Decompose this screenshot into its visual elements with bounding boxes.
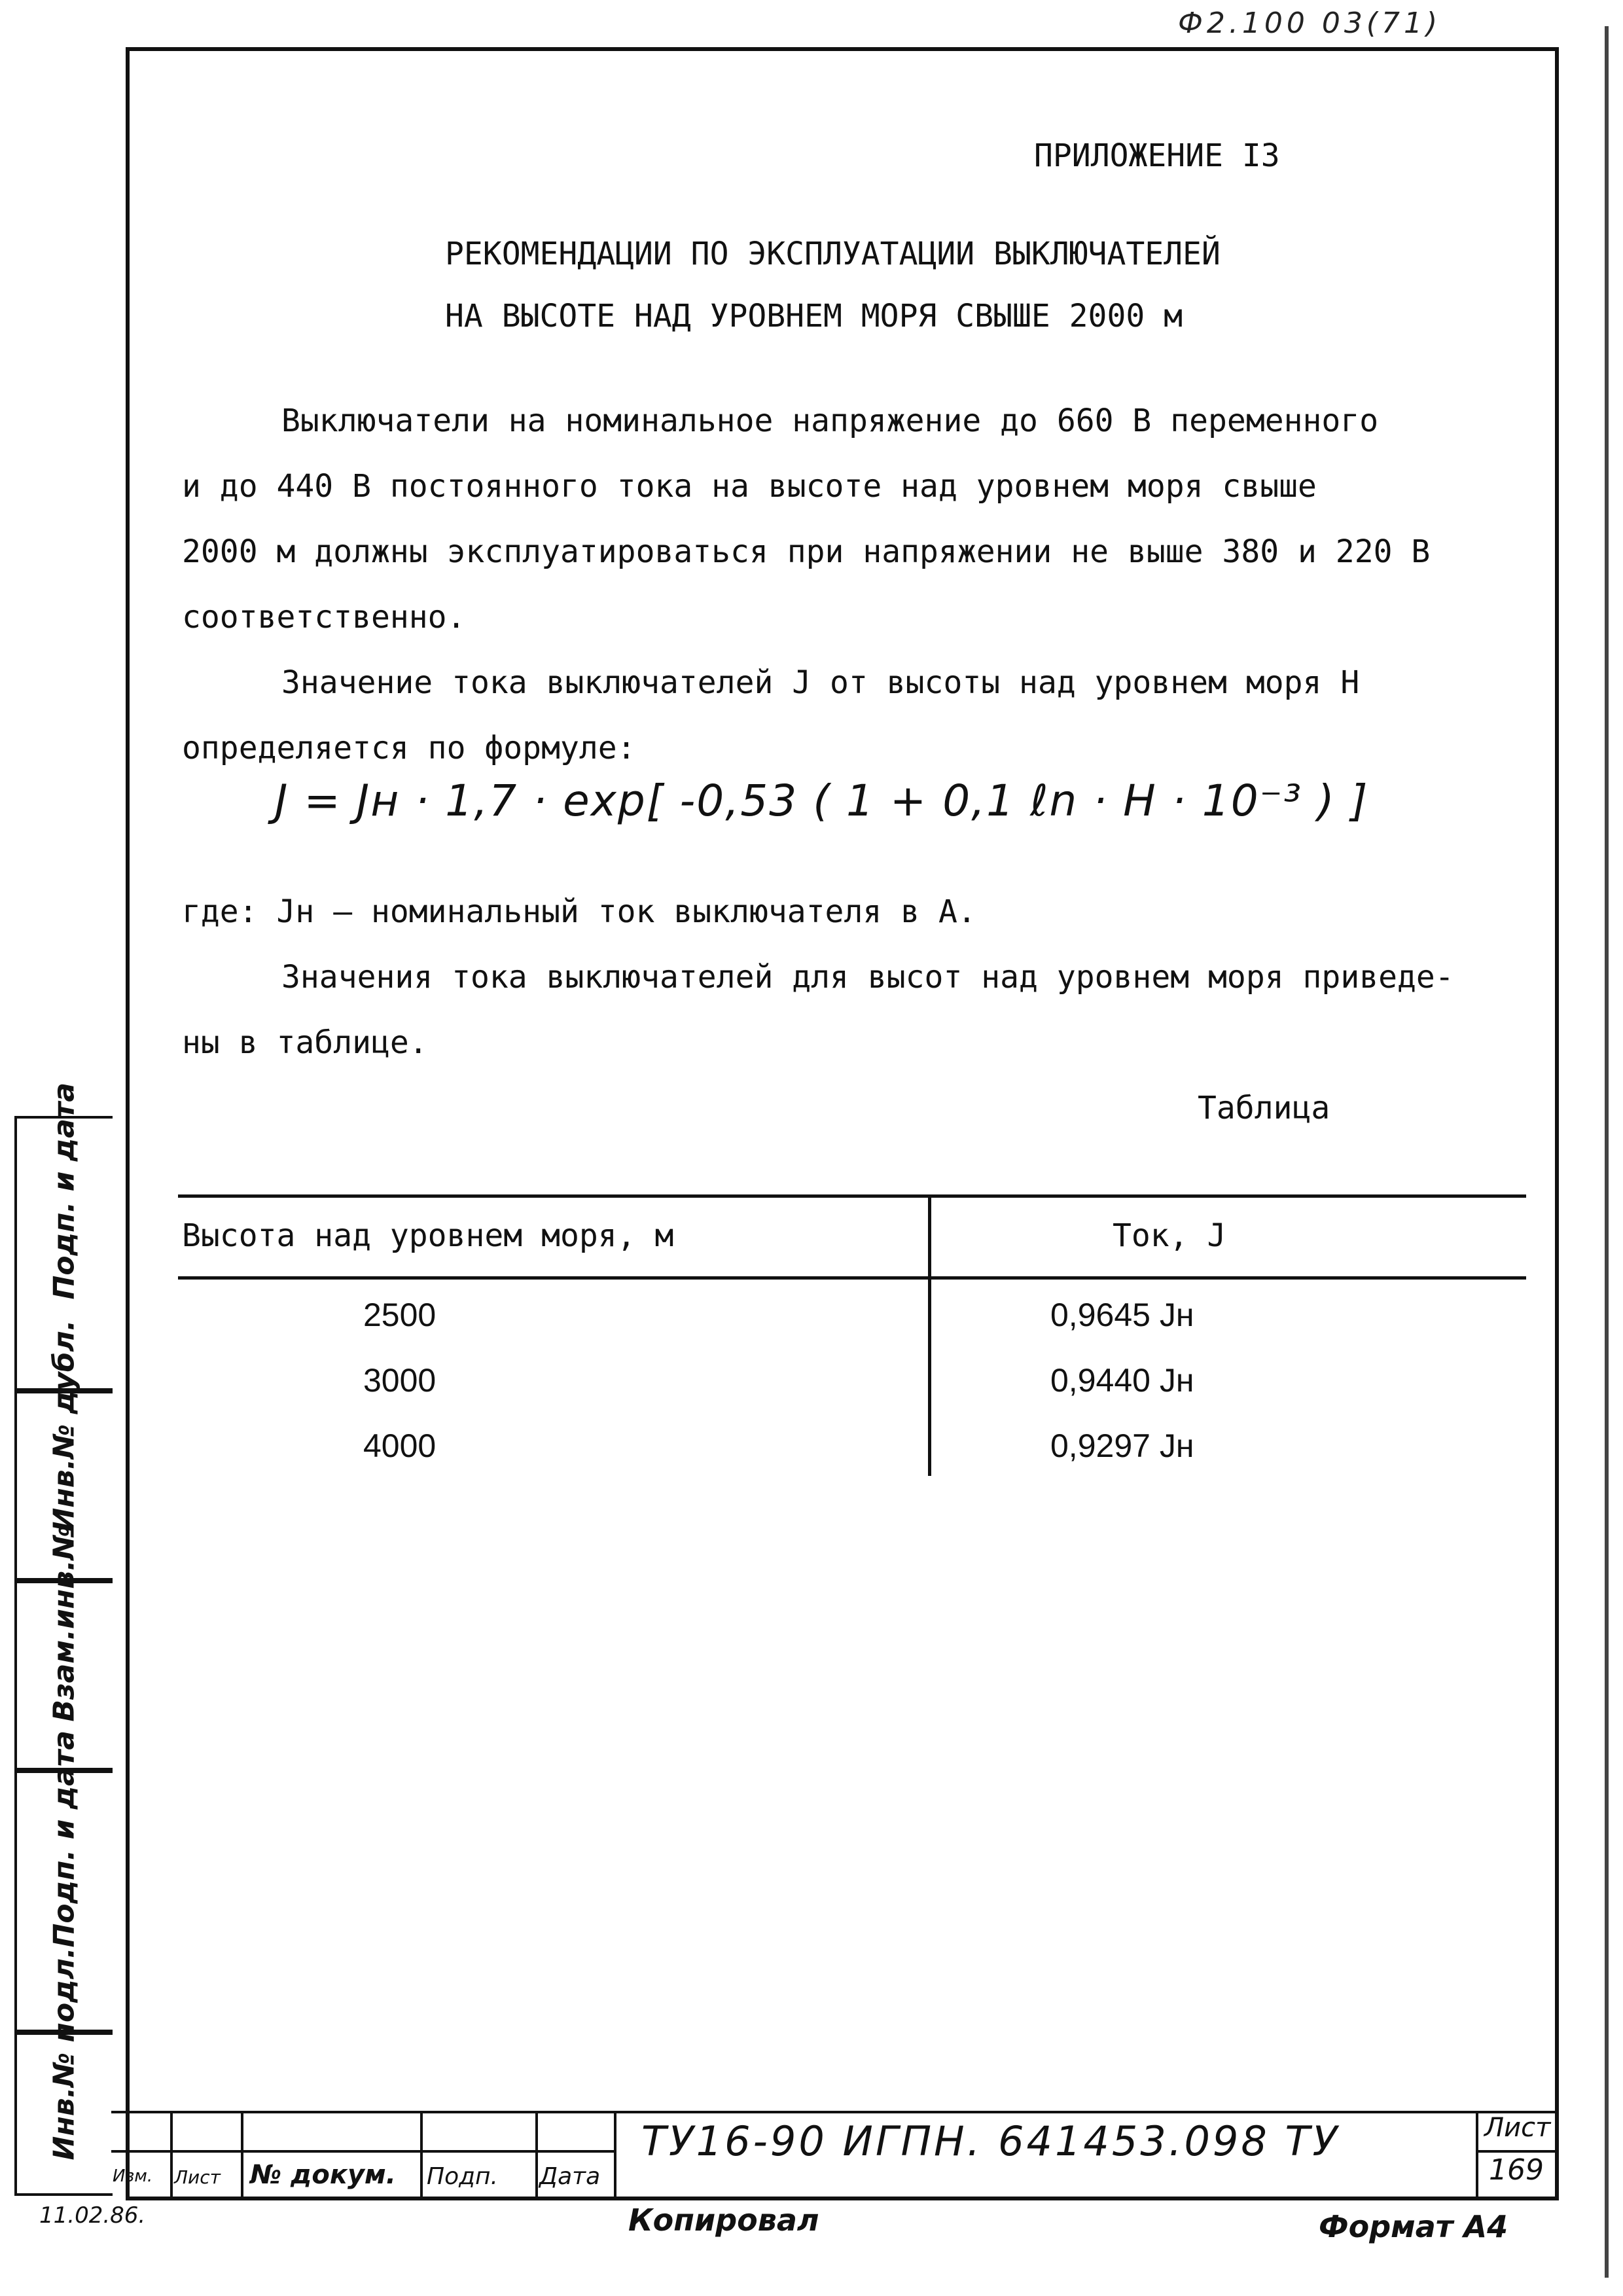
paragraph-1-line-1: Выключатели на номинальное напряжение до 660 В переменного bbox=[281, 403, 1379, 439]
appendix-label: ПРИЛОЖЕНИЕ I3 bbox=[1034, 137, 1280, 174]
margin-label: Подп. и дата bbox=[47, 1082, 81, 1300]
margin-label: Инв.№ дубл. bbox=[47, 1319, 81, 1532]
title-block-col-rule bbox=[420, 2111, 423, 2199]
paragraph-3-line-1: Значения тока выключателей для высот над уровнем моря приведе- bbox=[281, 959, 1454, 996]
table-header-rule bbox=[178, 1276, 1526, 1280]
column-date: Дата bbox=[539, 2163, 601, 2190]
paragraph-3-line-2: ны в таблице. bbox=[182, 1024, 428, 1061]
table-cell-current: 0,9645 Jн bbox=[1050, 1297, 1194, 1333]
paragraph-1-line-2: и до 440 В постоянного тока на высоте над уровнем моря свыше bbox=[182, 468, 1317, 505]
table-header-altitude: Высота над уровнем моря, м bbox=[182, 1217, 674, 1254]
title-line-2: НА ВЫСОТЕ НАД УРОВНЕМ МОРЯ СВЫШЕ 2000 м bbox=[445, 298, 1183, 334]
margin-label: Взам.инв.№ bbox=[47, 1525, 81, 1722]
column-sheet: Лист bbox=[174, 2166, 221, 2188]
table-column-divider bbox=[928, 1194, 931, 1476]
title-block-mid-rule bbox=[111, 2150, 615, 2153]
paragraph-2-line-1: Значение тока выключателей J от высоты над уровнем моря Н bbox=[281, 664, 1360, 701]
document-designation: ТУ16-90 ИГПН. 641453.098 ТУ bbox=[641, 2117, 1340, 2165]
title-block-sheet-rule bbox=[1476, 2150, 1559, 2153]
table-top-rule bbox=[178, 1194, 1526, 1198]
page-frame bbox=[126, 47, 1559, 2200]
top-fragment-text: Ф2.100 03(71) bbox=[1178, 7, 1442, 40]
title-line-1: РЕКОМЕНДАЦИИ ПО ЭКСПЛУАТАЦИИ ВЫКЛЮЧАТЕЛЕЙ bbox=[445, 236, 1221, 272]
title-block-col-rule bbox=[170, 2111, 173, 2199]
title-block-col-rule bbox=[614, 2111, 616, 2199]
column-doc-number: № докум. bbox=[250, 2160, 396, 2190]
column-signature: Подп. bbox=[427, 2163, 498, 2190]
table-cell-current: 0,9297 Jн bbox=[1050, 1427, 1194, 1464]
table-caption: Таблица bbox=[1198, 1090, 1330, 1126]
table-cell-altitude: 4000 bbox=[363, 1427, 437, 1464]
paragraph-1-line-3: 2000 м должны эксплуатироваться при напряжении не выше 380 и 220 В bbox=[182, 533, 1431, 570]
paragraph-2-line-2: определяется по формуле: bbox=[182, 730, 636, 766]
margin-label: Подп. и дата bbox=[47, 1730, 81, 1948]
column-change: Изм. bbox=[113, 2166, 153, 2186]
title-block-col-rule bbox=[241, 2111, 243, 2199]
title-block-col-rule bbox=[1476, 2111, 1478, 2199]
table-cell-altitude: 2500 bbox=[363, 1297, 437, 1333]
margin-label: Инв.№ подл. bbox=[47, 1947, 81, 2161]
current-formula: J = Jн · 1,7 · exp[ -0,53 ( 1 + 0,1 ℓn · H · 10⁻³ ) ] bbox=[275, 776, 1369, 826]
table-header-current: Ток, J bbox=[1113, 1217, 1226, 1254]
title-block-top-rule bbox=[111, 2111, 1559, 2113]
date-note: 11.02.86. bbox=[39, 2202, 146, 2229]
table-cell-altitude: 3000 bbox=[363, 1362, 437, 1399]
sheet-number: 169 bbox=[1489, 2153, 1544, 2187]
page-format-label: Формат А4 bbox=[1319, 2209, 1508, 2244]
right-edge-line bbox=[1605, 26, 1609, 2278]
where-definition: где: Jн – номинальный ток выключателя в А. bbox=[182, 893, 976, 930]
copied-by-label: Копировал bbox=[628, 2202, 819, 2238]
sheet-label: Лист bbox=[1484, 2113, 1551, 2143]
paragraph-1-line-4: соответственно. bbox=[182, 599, 466, 636]
title-block-col-rule bbox=[535, 2111, 538, 2199]
table-cell-current: 0,9440 Jн bbox=[1050, 1362, 1194, 1399]
